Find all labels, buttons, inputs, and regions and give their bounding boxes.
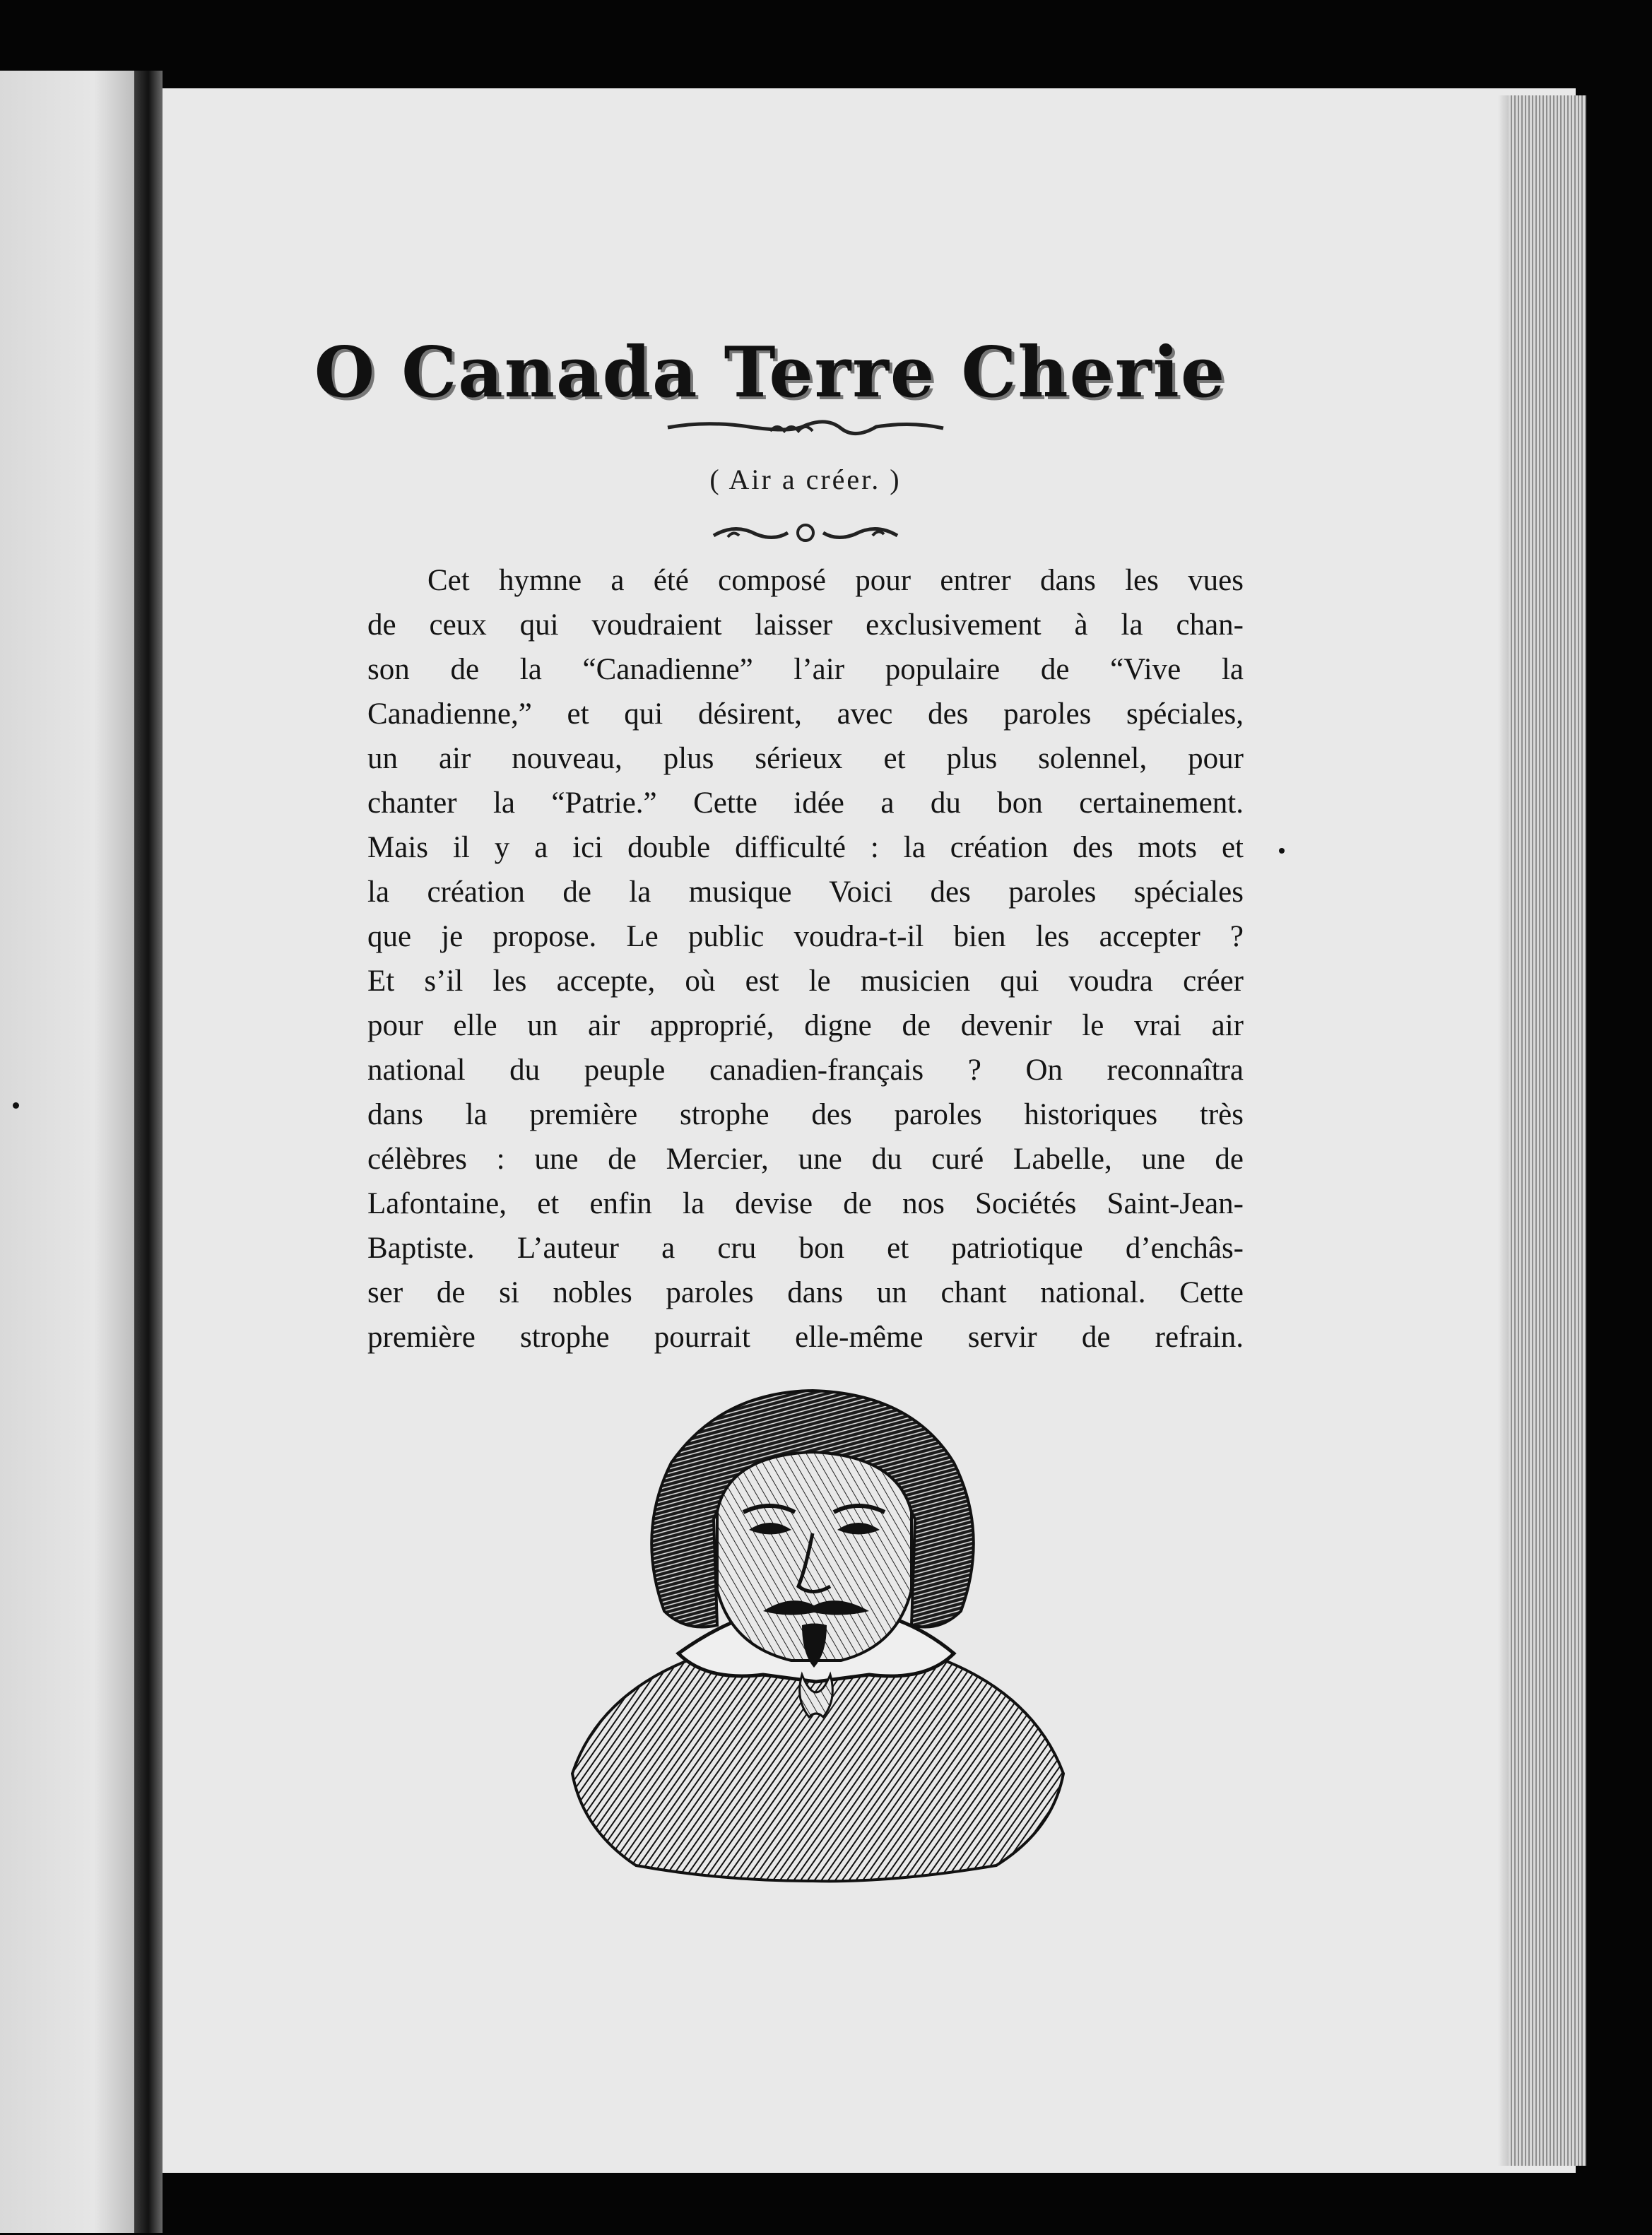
- intro-paragraph: [367, 558, 1244, 1360]
- air-subtitle: ( Air a créer. ): [709, 464, 902, 495]
- stacked-page-edges: [1509, 95, 1586, 2166]
- paragraph-line: Canadienne,” et qui désirent, avec des paroles spéciales,: [367, 697, 1244, 731]
- paragraph-line: pour elle un air approprié, digne de devenir le vrai air: [367, 1009, 1244, 1042]
- paragraph-line: Et s’il les accepte, où est le musicien qui voudra créer: [367, 965, 1244, 998]
- title-flourish: [664, 410, 947, 445]
- ornament-divider: [707, 516, 904, 551]
- paragraph-line: dans la première strophe des paroles historiques très: [367, 1098, 1244, 1131]
- previous-page-edge: [0, 71, 134, 2233]
- scan-speck: [13, 1102, 19, 1109]
- paragraph-line: un air nouveau, plus sérieux et plus solennel, pour: [367, 742, 1244, 775]
- paragraph-line: ser de si nobles paroles dans un chant national. Cette: [367, 1276, 1244, 1309]
- paragraph-line: la création de la musique Voici des paroles spéciales: [367, 875, 1244, 909]
- engraved-portrait: [558, 1378, 1074, 1887]
- paragraph-line: première strophe pourrait elle-même servir de refrain.: [367, 1321, 1244, 1354]
- scan-speck: [1279, 848, 1285, 854]
- paragraph-line: de ceux qui voudraient laisser exclusivement à la chan-: [367, 608, 1244, 642]
- paragraph-line: chanter la “Patrie.” Cette idée a du bon certainement.: [367, 786, 1244, 820]
- paragraph-line: Baptiste. L’auteur a cru bon et patriotique d’enchâs-: [367, 1232, 1244, 1265]
- page-title: O Canada Terre Cherie: [314, 332, 1227, 413]
- paragraph-line: Mais il y a ici double difficulté : la création des mots et: [367, 831, 1244, 864]
- paragraph-line: national du peuple canadien-français ? On reconnaîtra: [367, 1054, 1244, 1087]
- book-gutter: [134, 71, 163, 2233]
- paragraph-line: Cet hymne a été composé pour entrer dans les vues: [427, 564, 1244, 597]
- paragraph-line: célèbres : une de Mercier, une du curé Labelle, une de: [367, 1143, 1244, 1176]
- paragraph-line: son de la “Canadienne” l’air populaire de “Vive la: [367, 653, 1244, 686]
- paragraph-line: que je propose. Le public voudra-t-il bien les accepter ?: [367, 920, 1244, 953]
- paragraph-line: Lafontaine, et enfin la devise de nos Sociétés Saint-Jean-: [367, 1187, 1244, 1220]
